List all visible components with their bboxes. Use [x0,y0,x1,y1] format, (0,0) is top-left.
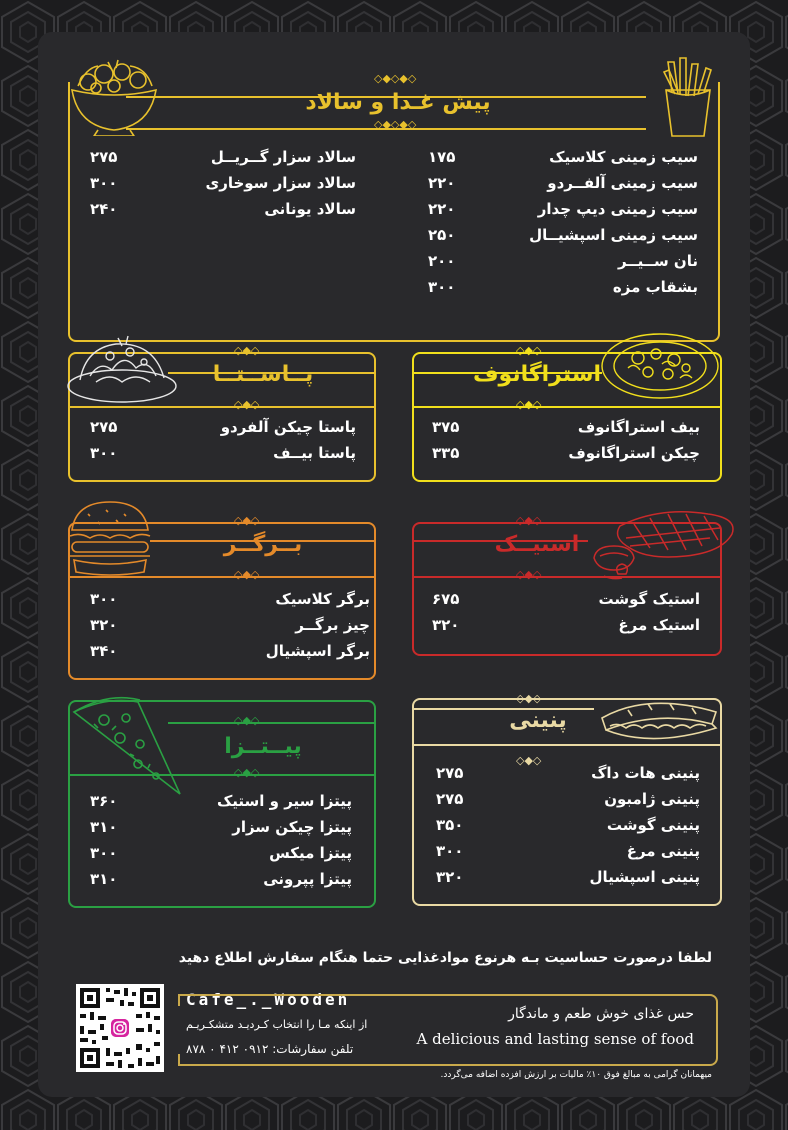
panini-title: پنینی [509,708,567,733]
order-phone: تلفن سفارشات: ۰۹۱۲ ۴۱۲ ۰ ۸۷۸ [186,1042,354,1056]
appetizers-title: پیش غـذا و سالاد [305,90,491,115]
burger-icon [66,498,154,578]
allergy-note: لطفا درصورت حساسیت بـه هرنوع موادغذایی حتما هنگام سفارش اطلاع دهید [178,950,712,966]
fries-icon [658,56,718,138]
pasta-plate-icon [66,330,178,404]
slogan-en: A delicious and lasting sense of food [416,1030,694,1048]
pizza-title: پیــتــزا [224,734,302,759]
stroganoff-icon [598,326,722,402]
slogan-fa: حس غذای خوش طعم و ماندگار [508,1006,694,1022]
pizza-slice-icon [68,694,188,804]
burger-title: بــرگــر [223,532,303,557]
steak-icon [590,504,740,584]
salad-bowl-icon [68,56,160,136]
stroganoff-title: استراگانوف [472,362,602,387]
panini-icon [598,696,722,748]
thanks-note: از اینکه مـا را انتخاب کـردیـد متشکـریـم [186,1018,368,1031]
tax-note: میهمانان گرامی به مبالغ فوق ۱۰٪ مالیات بر ارزش افزده اضافه می‌گردد. [440,1070,712,1080]
instagram-icon[interactable] [111,1019,129,1037]
cafe-name[interactable]: Cafe_._Wooden [186,990,351,1009]
pasta-title: پــاســتــا [212,362,314,387]
steak-title: استیــک [494,532,580,557]
menu-card: ◇◆◇◆◇ ◇◆◇◆◇ پیش غـذا و سالاد سالاد سزار گــریــل ۲۷۵ سالاد سزار سوخاری ۳۰۰ سالاد یونانی ۲۴۰ سیب زمینی کلاسیک ۱۷۵ سیب زمینی آلفــردو ۲۲۰ سیب زمینی دیپ چدار ۲۲۰ سیب زمینی اسپشیــال ۲۵۰ نان ســیــر ۲۰۰ بشقاب مزه ۳۰۰ ◇◆◇ ◇◆◇ پــاســتــا پاستا چیکن آلفردو ۲۷۵ پاستا بیــف ۳۰۰ ◇◆◇ ◇◆◇ استراگانوف بیف استراگانوف ۳۷۵ چیکن استراگانوف ۳۳۵ ◇◆◇ ◇◆◇ بــرگــر برگر کلاسیک ۳۰۰ چیز برگــر ۳۲۰ برگر اسپشیال ۳۴۰ ◇◆◇ ◇◆◇ استیــک استیک گوشت ۶۷۵ استیک مرغ ۳۲۰ ◇◆◇ ◇◆◇ پیــتــزا پیتزا سیر و استیک ۳۶۰ پیتزا چیکن سزار ۳۱۰ پیتزا میکس ۳۰۰ پیتزا پپرونی ۳۱۰ ◇◆◇ ◇◆◇ پنینی پنینی هات داگ ۲۷۵ پنینی ژامبون ۲۷۵ پنینی گوشت ۳۵۰ پنینی مرغ ۳۰۰ پنینی اسپشیال ۳۲۰ لطفا درصورت حساسیت بـه هرنوع موادغذایی حتما هنگام سفارش اطلاع دهید Cafe_._Wooden از اینکه مـا را انتخاب کـردیـد متشکـریـم تلفن سفارشات: ۰۹۱۲ ۴۱۲ ۰ ۸۷۸ حس غذای خوش طعم و ماندگار A delicious and lasting sense of food میهمانان گرامی به مبالغ فوق ۱۰٪ مالیات بر ارزش افزده اضافه می‌گردد. [38,32,750,1097]
